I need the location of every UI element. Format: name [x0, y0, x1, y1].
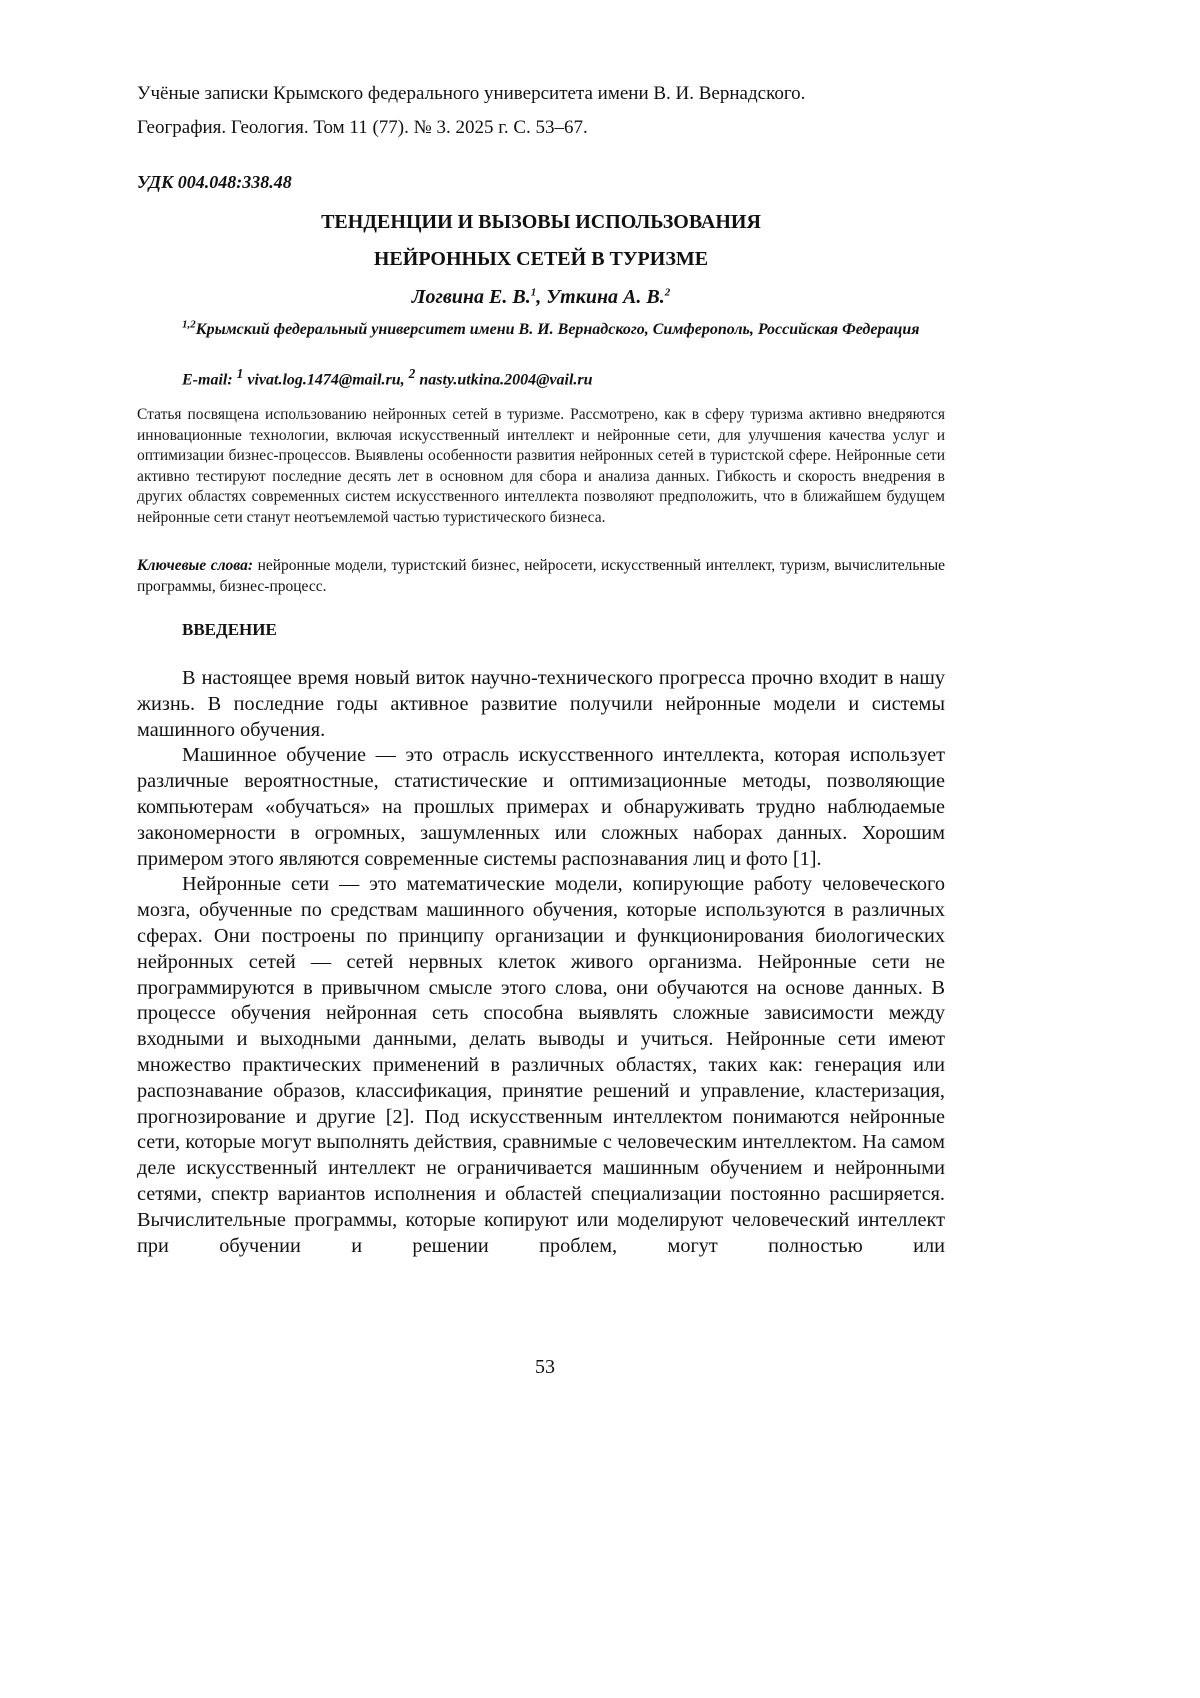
affiliation-text: Крымский федеральный университет имени В. И. Вернадского, Симферополь, Российская Федерация: [195, 321, 920, 338]
keywords-text: нейронные модели, туристский бизнес, нейросети, искусственный интеллект, туризм, вычислительные программы, бизнес-процесс.: [137, 557, 946, 595]
author-2: Уткина А. В.: [546, 286, 665, 308]
author-2-affil-mark: 2: [664, 286, 671, 299]
article-title-line-1: ТЕНДЕНЦИИ И ВЫЗОВЫ ИСПОЛЬЗОВАНИЯ: [321, 211, 761, 233]
paragraph-2: Машинное обучение — это отрасль искусственного интеллекта, которая использует различные вероятностные, статистические и оптимизационные методы, позволяющие компьютерам «обучаться» на прошлых примерах и обнаруживать трудно наблюдаемые закономерности в огромных, зашумленных или сложных наборах данных. Хорошим примером этого являются современные системы распознавания лиц и фото [1].: [137, 744, 945, 870]
journal-header-line-1: Учёные записки Крымского федерального университета имени В. И. Вернадского.: [137, 83, 806, 104]
email-address-2[interactable]: nasty.utkina.2004@vail.ru: [415, 371, 593, 389]
paragraph-3: Нейронные сети — это математические модели, копирующие работу человеческого мозга, обученные по средствам машинного обучения, которые используются в различных сферах. Они построены по принципу организации и функционирования биологических нейронных сетей — сетей нервных клеток живого организма. Нейронные сети не программируются в привычном смысле этого слова, они обучаются на основе данных. В процессе обучения нейронная сеть способна выявлять сложные зависимости между входными и выходными данными, делать выводы и учиться. Нейронные сети имеют множество практических применений в различных областях, таких как: генерация или распознавание образов, классификация, принятие решений и управление, кластеризация, прогнозирование и другие [2]. Под искусственным интеллектом понимаются нейронные сети, которые могут выполнять действия, сравнимые с человеческим интеллектом. На самом деле искусственный интеллект не ограничивается машинным обучением и нейронными сетями, спектр вариантов исполнения и областей специализации постоянно расширяется. Вычислительные программы, которые копируют или моделируют человеческий интеллект при обучении и решении проблем, могут полностью или: [137, 873, 945, 1257]
email-address-1[interactable]: vivat.log.1474@mail.ru,: [243, 371, 409, 389]
email-label: E-mail:: [182, 371, 237, 389]
email-line: [182, 364, 593, 390]
page-number: 53: [535, 1356, 555, 1378]
journal-header-line-2: География. Геология. Том 11 (77). № 3. 2025 г. С. 53–67.: [137, 117, 588, 138]
keywords: [137, 556, 945, 597]
author-separator: ,: [536, 286, 547, 308]
paragraph-1: В настоящее время новый виток научно-технического прогресса прочно входит в нашу жизнь. В последние годы активное развитие получили нейронные модели и системы машинного обучения.: [137, 667, 945, 741]
affiliation: [182, 320, 945, 340]
section-title-introduction: ВВЕДЕНИЕ: [182, 620, 277, 639]
abstract: Статья посвящена использованию нейронных сетей в туризме. Рассмотрено, как в сферу туризма активно внедряются инновационные технологии, включая искусственный интеллект и нейронные сети, для улучшения качества услуг и оптимизации бизнес-процессов. Выявлены особенности развития нейронных сетей в туристской сфере. Нейронные сети активно тестируют последние десять лет в основном для сбора и анализа данных. Гибкость и скорость внедрения в других областях современных систем искусственного интеллекта позволяют предположить, что в ближайшем будущем нейронные сети станут неотъемлемой частью туристического бизнеса.: [137, 406, 945, 526]
keywords-label: Ключевые слова:: [137, 557, 254, 574]
email-mark-2: 2: [408, 366, 416, 381]
author-1: Логвина Е. В.: [411, 286, 531, 308]
affiliation-mark: 1,2: [182, 318, 196, 331]
author-1-affil-mark: 1: [530, 286, 537, 299]
email-mark-1: 1: [236, 366, 244, 381]
article-title-line-2: НЕЙРОННЫХ СЕТЕЙ В ТУРИЗМЕ: [373, 248, 709, 270]
udk-code: УДК 004.048:338.48: [137, 172, 292, 192]
body-text: [137, 666, 945, 1259]
authors: [137, 286, 945, 309]
